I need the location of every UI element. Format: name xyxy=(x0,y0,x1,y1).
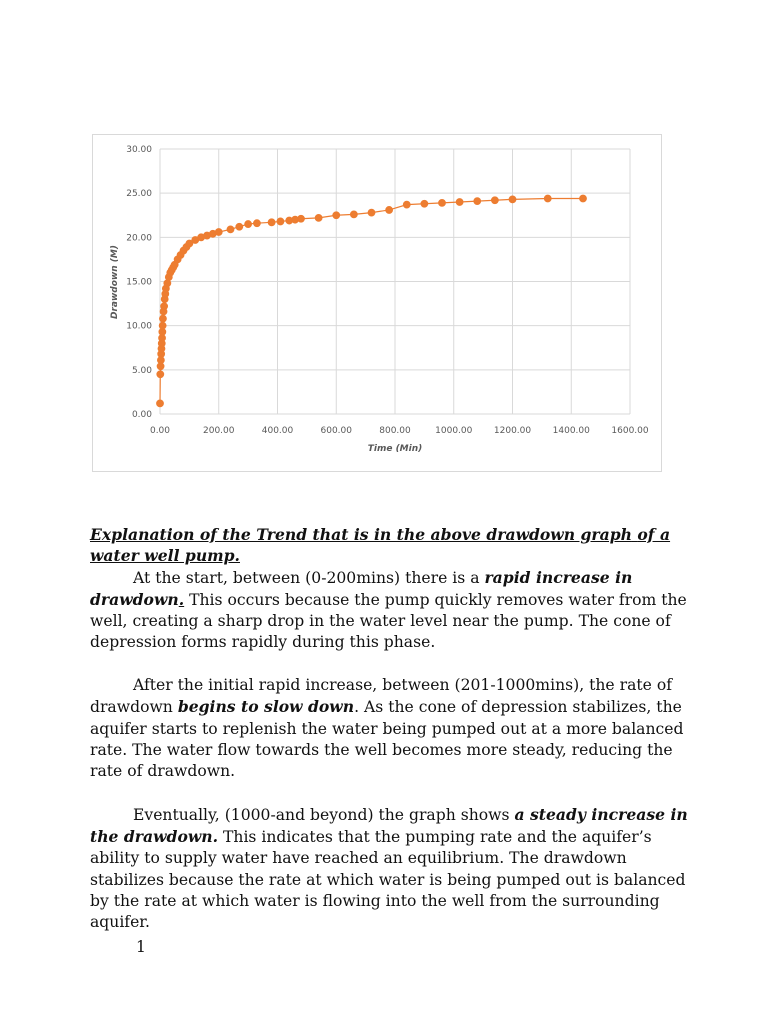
p3-text-1: Eventually, (1000-and beyond) the graph shows xyxy=(133,805,515,824)
y-tick-label: 25.00 xyxy=(126,189,152,200)
data-point xyxy=(491,197,498,204)
data-point xyxy=(580,195,587,202)
p2-emphasis: begins to slow down xyxy=(177,697,355,717)
x-tick-label: 400.00 xyxy=(261,426,294,436)
p2-text-1: After the initial rapid increase, between (201-1000mins), the rate of drawdown xyxy=(90,676,672,717)
y-axis-title: Drawdown (M) xyxy=(110,245,120,319)
p1-text-1: At the start, between (0-200mins) there is a xyxy=(133,568,485,587)
heading-part-1: Explanation of the Trend that is in the above drawdown graph xyxy=(90,525,632,544)
data-point xyxy=(403,201,410,208)
x-tick-label: 800.00 xyxy=(379,426,411,436)
data-point xyxy=(315,215,322,222)
drawdown-chart xyxy=(92,134,662,472)
x-axis-title: Time (Min) xyxy=(367,444,423,454)
data-point xyxy=(456,199,463,206)
data-point xyxy=(227,226,234,233)
data-point xyxy=(160,315,167,322)
p3-emphasis: a steady increase in the drawdown. xyxy=(90,804,688,847)
data-point xyxy=(509,196,516,203)
data-point xyxy=(161,303,168,310)
p2-text-2: . As the cone of depression stabilizes, the aquifer starts to replenish the water being pumped out at a more balanced rate. The water flow towards the well becomes more steady, reducing the rate of drawdown. xyxy=(90,698,684,781)
data-point xyxy=(164,280,171,287)
data-point xyxy=(277,218,284,225)
p3-text-2: This indicates that the pumping rate and the aquifer’s ability to supply water have reached an equilibrium. The drawdown stabilizes because the rate at which water is being pumped out is balanced by the rate at which water is flowing into the well from the surrounding aquifer. xyxy=(90,828,686,932)
explanation-text xyxy=(90,524,690,934)
data-point xyxy=(254,220,261,227)
data-point xyxy=(159,322,166,329)
data-series xyxy=(157,195,587,407)
paragraph-3 xyxy=(90,804,690,934)
data-point xyxy=(350,211,357,218)
data-point xyxy=(421,200,428,207)
x-tick-label: 1000.00 xyxy=(435,426,473,436)
data-point xyxy=(215,229,222,236)
x-tick-label: 1200.00 xyxy=(493,426,532,436)
page-number: 1 xyxy=(136,938,146,956)
x-tick-label: 1400.00 xyxy=(552,426,590,436)
gridlines xyxy=(160,149,630,414)
data-point xyxy=(245,221,252,228)
paragraph-1 xyxy=(90,567,690,654)
section-heading xyxy=(90,524,690,567)
series-line xyxy=(160,198,583,403)
paragraph-2 xyxy=(90,675,690,782)
x-tick-label: 0.00 xyxy=(149,426,171,436)
data-point xyxy=(544,195,551,202)
p1-text-2: This occurs because the pump quickly removes water from the well, creating a sharp drop in the water level near the pump. The cone of depression forms rapidly during this phase. xyxy=(90,590,687,652)
data-point xyxy=(386,207,393,214)
data-point xyxy=(157,371,164,378)
data-point xyxy=(298,215,305,222)
x-tick-label: 1600.00 xyxy=(611,426,649,436)
data-point xyxy=(157,400,164,407)
y-tick-label: 0.00 xyxy=(131,410,152,420)
y-tick-label: 5.00 xyxy=(131,365,152,376)
data-point xyxy=(474,198,481,205)
data-point xyxy=(333,212,340,219)
data-point xyxy=(439,199,446,206)
y-tick-label: 30.00 xyxy=(126,145,152,155)
tick-labels xyxy=(126,145,649,436)
y-tick-label: 10.00 xyxy=(126,321,152,332)
heading-part-2: of a water well pump. xyxy=(90,525,671,566)
y-tick-label: 15.00 xyxy=(126,277,152,288)
p1-emphasis-main: rapid increase in drawdown xyxy=(90,567,633,609)
p1-emphasis-dot: . xyxy=(178,589,185,609)
x-tick-label: 600.00 xyxy=(320,426,352,436)
y-tick-label: 20.00 xyxy=(126,233,152,244)
data-point xyxy=(236,223,243,230)
x-tick-label: 200.00 xyxy=(203,426,235,436)
chart-svg xyxy=(93,135,661,471)
data-point xyxy=(368,209,375,216)
data-point xyxy=(268,219,275,226)
